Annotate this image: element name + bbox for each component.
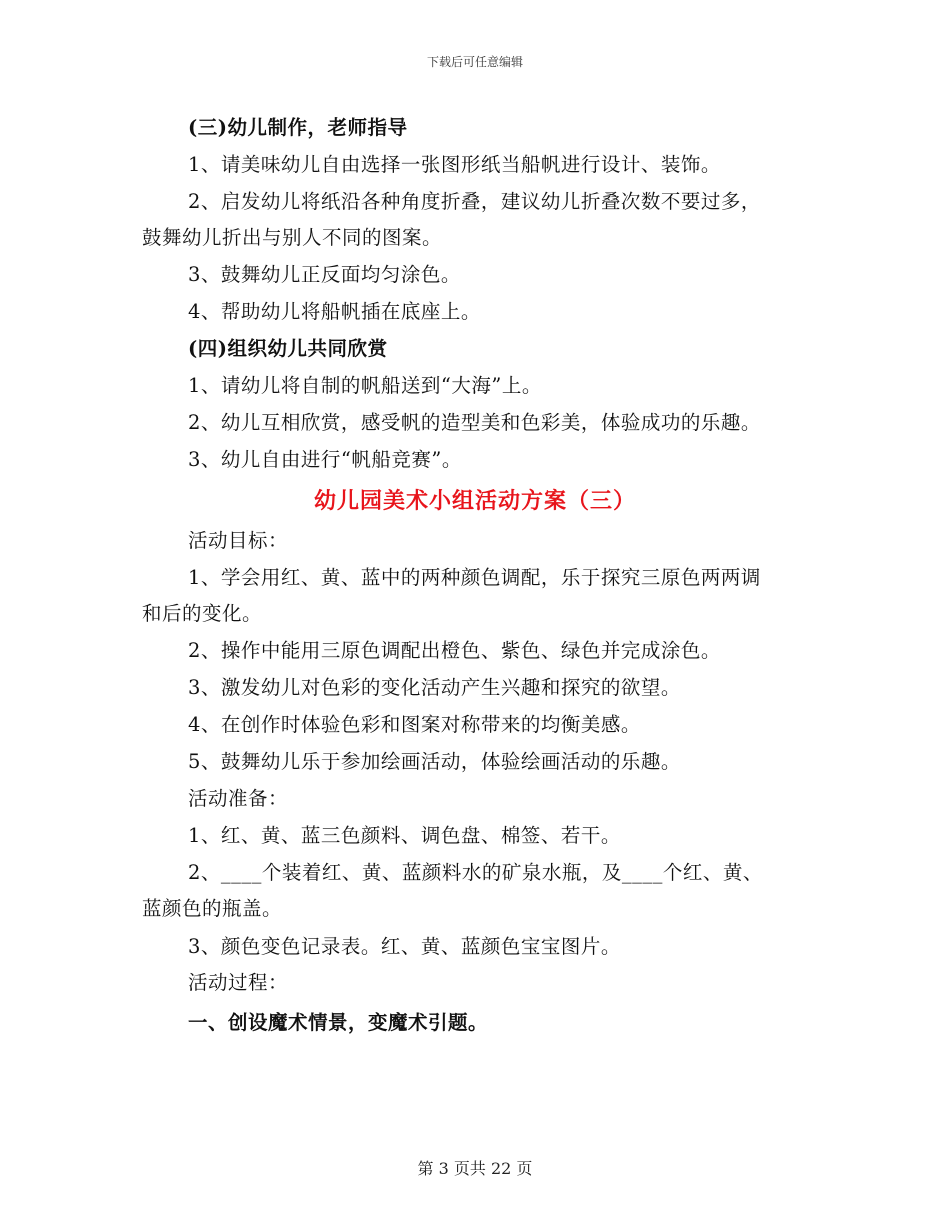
paragraph-line: 5、鼓舞幼儿乐于参加绘画活动，体验绘画活动的乐趣。	[188, 750, 681, 773]
paragraph-line: 鼓舞幼儿折出与别人不同的图案。	[142, 226, 443, 249]
paragraph-line: 一、创设魔术情景，变魔术引题。	[188, 1011, 489, 1034]
paragraph-line: 3、激发幼儿对色彩的变化活动产生兴趣和探究的欲望。	[188, 676, 681, 699]
paragraph-line: (四)组织幼儿共同欣赏	[188, 337, 388, 360]
paragraph-line: 4、在创作时体验色彩和图案对称带来的均衡美感。	[188, 713, 641, 736]
paragraph-line: 2、幼儿互相欣赏，感受帆的造型美和色彩美，体验成功的乐趣。	[188, 411, 761, 434]
paragraph-line: 活动过程：	[188, 971, 289, 994]
paragraph-line: (三)幼儿制作，老师指导	[188, 116, 408, 139]
page-footer: 第 3 页共 22 页	[417, 1159, 533, 1178]
paragraph-line: 活动准备：	[188, 787, 289, 810]
section-title: 幼儿园美术小组活动方案（三）	[313, 488, 636, 514]
paragraph-line: 和后的变化。	[142, 602, 263, 625]
paragraph-line: 2、操作中能用三原色调配出橙色、紫色、绿色并完成涂色。	[188, 639, 721, 662]
paragraph-line: 3、幼儿自由进行“帆船竞赛”。	[188, 448, 462, 471]
paragraph-line: 1、红、黄、蓝三色颜料、调色盘、棉签、若干。	[188, 824, 621, 847]
paragraph-line: 1、请美味幼儿自由选择一张图形纸当船帆进行设计、装饰。	[188, 153, 721, 176]
paragraph-line: 1、请幼儿将自制的帆船送到“大海”上。	[188, 374, 542, 397]
page-header: 下载后可任意编辑	[426, 55, 523, 69]
paragraph-line: 3、鼓舞幼儿正反面均匀涂色。	[188, 263, 461, 286]
paragraph-line: 2、启发幼儿将纸沿各种角度折叠，建议幼儿折叠次数不要过多，	[188, 190, 761, 213]
paragraph-line: 蓝颜色的瓶盖。	[142, 897, 283, 920]
paragraph-line: 4、帮助幼儿将船帆插在底座上。	[188, 300, 481, 323]
paragraph-line: 3、颜色变色记录表。红、黄、蓝颜色宝宝图片。	[188, 935, 621, 958]
paragraph-line: 2、____个装着红、黄、蓝颜料水的矿泉水瓶，及____个红、黄、	[188, 861, 763, 884]
paragraph-line: 活动目标：	[188, 529, 289, 552]
paragraph-line: 1、学会用红、黄、蓝中的两种颜色调配，乐于探究三原色两两调	[188, 566, 761, 589]
